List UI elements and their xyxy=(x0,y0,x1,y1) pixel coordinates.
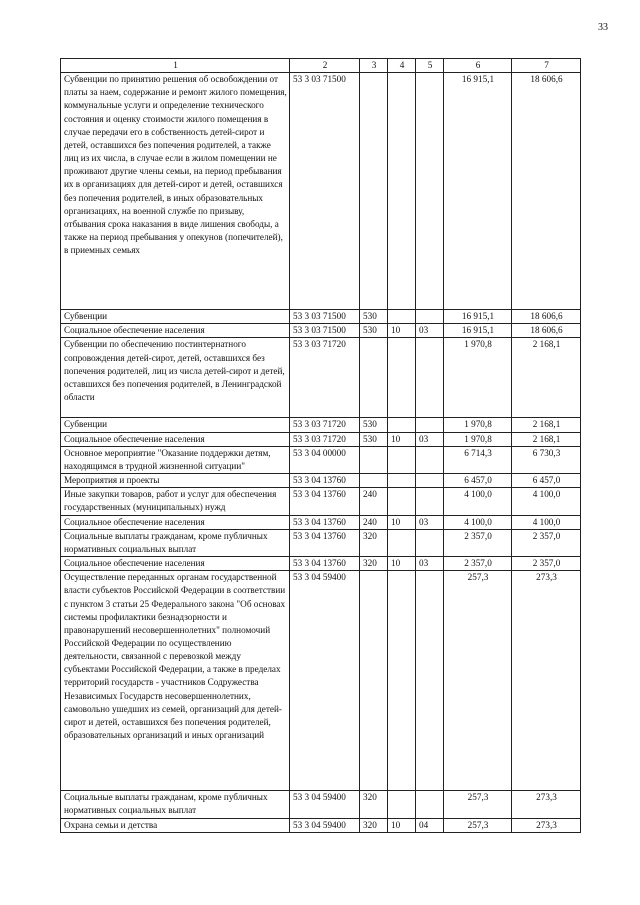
column-header: 5 xyxy=(416,59,444,73)
expense-type: 320 xyxy=(360,557,388,571)
table-row xyxy=(61,338,581,418)
item-name: Социальные выплаты гражданам, кроме публичных нормативных социальных выплат xyxy=(61,791,290,818)
subsection xyxy=(416,529,444,556)
table-row xyxy=(61,515,581,529)
target-code: 53 3 04 59400 xyxy=(290,791,360,818)
amount-year-2: 18 606,6 xyxy=(512,73,581,310)
subsection: 03 xyxy=(416,557,444,571)
section xyxy=(388,73,416,310)
item-name: Основное мероприятие "Оказание поддержки детям, находящимся в трудной жизненной ситуации" xyxy=(61,446,290,473)
table-row xyxy=(61,418,581,432)
subsection xyxy=(416,474,444,488)
column-header: 3 xyxy=(360,59,388,73)
amount-year-2: 2 168,1 xyxy=(512,338,581,418)
amount-year-2: 18 606,6 xyxy=(512,310,581,324)
table-row xyxy=(61,73,581,310)
target-code: 53 3 03 71500 xyxy=(290,73,360,310)
table-row xyxy=(61,818,581,832)
amount-year-2: 273,3 xyxy=(512,791,581,818)
amount-year-1: 1 970,8 xyxy=(444,338,512,418)
section xyxy=(388,488,416,515)
target-code: 53 3 04 13760 xyxy=(290,488,360,515)
table-row xyxy=(61,557,581,571)
subsection xyxy=(416,338,444,418)
column-header: 6 xyxy=(444,59,512,73)
expense-type xyxy=(360,338,388,418)
amount-year-1: 257,3 xyxy=(444,818,512,832)
subsection xyxy=(416,73,444,310)
item-name: Социальное обеспечение населения xyxy=(61,324,290,338)
amount-year-1: 257,3 xyxy=(444,571,512,791)
table-row xyxy=(61,310,581,324)
expense-type xyxy=(360,73,388,310)
page-number: 33 xyxy=(598,22,608,33)
item-name: Субвенции xyxy=(61,310,290,324)
amount-year-2: 4 100,0 xyxy=(512,515,581,529)
section: 10 xyxy=(388,432,416,446)
target-code: 53 3 04 13760 xyxy=(290,557,360,571)
amount-year-1: 1 970,8 xyxy=(444,418,512,432)
expense-type xyxy=(360,571,388,791)
section: 10 xyxy=(388,818,416,832)
expense-type: 530 xyxy=(360,418,388,432)
amount-year-1: 2 357,0 xyxy=(444,557,512,571)
section xyxy=(388,310,416,324)
column-header: 7 xyxy=(512,59,581,73)
amount-year-1: 6 714,3 xyxy=(444,446,512,473)
table-row xyxy=(61,488,581,515)
section xyxy=(388,446,416,473)
item-name: Субвенции xyxy=(61,418,290,432)
section xyxy=(388,529,416,556)
subsection xyxy=(416,418,444,432)
expense-type: 320 xyxy=(360,529,388,556)
item-name: Субвенции по обеспечению постинтернатного сопровождения детей-сирот, детей, оставшихся без попечения родителей, лиц из числа детей-сирот и детей, оставшихся без попечения родителей, в Ленинградской области xyxy=(61,338,290,418)
table-row xyxy=(61,791,581,818)
table-row xyxy=(61,432,581,446)
target-code: 53 3 04 00000 xyxy=(290,446,360,473)
subsection xyxy=(416,446,444,473)
item-name: Мероприятия и проекты xyxy=(61,474,290,488)
subsection: 03 xyxy=(416,515,444,529)
item-name: Социальное обеспечение населения xyxy=(61,515,290,529)
amount-year-2: 6 457,0 xyxy=(512,474,581,488)
expense-type: 240 xyxy=(360,488,388,515)
amount-year-2: 6 730,3 xyxy=(512,446,581,473)
amount-year-1: 16 915,1 xyxy=(444,324,512,338)
amount-year-1: 2 357,0 xyxy=(444,529,512,556)
target-code: 53 3 04 13760 xyxy=(290,529,360,556)
table-row xyxy=(61,324,581,338)
amount-year-1: 4 100,0 xyxy=(444,488,512,515)
amount-year-2: 2 357,0 xyxy=(512,557,581,571)
item-name: Субвенции по принятию решения об освобождении от платы за наем, содержание и ремонт жилого помещения, коммунальные услуги и определение технического состояния и оценку стоимости жилого помещения в случае передачи его в собственность детей-сирот и детей, оставшихся без попечения родителей, а также лиц из их числа, в случае если в жилом помещении не проживают другие члены семьи, на период пребывания их в организациях для детей-сирот и детей, оставшихся без попечения родителей, в иных образовательных организациях, на военной службе по призыву, отбывания срока наказания в виде лишения свободы, а также на период пребывания у опекунов (попечителей), в приемных семьях xyxy=(61,73,290,310)
section xyxy=(388,474,416,488)
amount-year-1: 1 970,8 xyxy=(444,432,512,446)
subsection: 04 xyxy=(416,818,444,832)
table-row xyxy=(61,571,581,791)
column-number-row xyxy=(61,59,581,73)
section: 10 xyxy=(388,324,416,338)
table-row xyxy=(61,529,581,556)
amount-year-1: 4 100,0 xyxy=(444,515,512,529)
target-code: 53 3 03 71720 xyxy=(290,432,360,446)
section: 10 xyxy=(388,557,416,571)
target-code: 53 3 03 71500 xyxy=(290,310,360,324)
amount-year-2: 18 606,6 xyxy=(512,324,581,338)
item-name: Социальное обеспечение населения xyxy=(61,557,290,571)
section xyxy=(388,571,416,791)
amount-year-1: 16 915,1 xyxy=(444,310,512,324)
column-header: 1 xyxy=(61,59,290,73)
section xyxy=(388,791,416,818)
amount-year-2: 273,3 xyxy=(512,571,581,791)
item-name: Осуществление переданных органам государственной власти субъектов Российской Федерации в соответствии с пунктом 3 статьи 25 Федерального закона "Об основах системы профилактики безнадзорности и правонарушений несовершеннолетних" полномочий Российской Федерации по осуществлению деятельности, связанной с перевозкой между субъектами Российской Федерации, а также в пределах территорий государств - участников Содружества Независимых Государств несовершеннолетних, самовольно ушедших из семей, организаций для детей-сирот и детей, оставшихся без попечения родителей, образовательных организаций и иных организаций xyxy=(61,571,290,791)
expense-type: 320 xyxy=(360,818,388,832)
target-code: 53 3 04 59400 xyxy=(290,571,360,791)
expense-type xyxy=(360,474,388,488)
item-name: Охрана семьи и детства xyxy=(61,818,290,832)
section: 10 xyxy=(388,515,416,529)
section xyxy=(388,418,416,432)
section xyxy=(388,338,416,418)
amount-year-2: 273,3 xyxy=(512,818,581,832)
subsection xyxy=(416,310,444,324)
target-code: 53 3 04 13760 xyxy=(290,515,360,529)
subsection: 03 xyxy=(416,432,444,446)
table-row xyxy=(61,446,581,473)
expense-type: 320 xyxy=(360,791,388,818)
amount-year-2: 4 100,0 xyxy=(512,488,581,515)
target-code: 53 3 04 59400 xyxy=(290,818,360,832)
expense-type: 240 xyxy=(360,515,388,529)
amount-year-1: 257,3 xyxy=(444,791,512,818)
target-code: 53 3 03 71500 xyxy=(290,324,360,338)
budget-table xyxy=(60,58,581,833)
subsection: 03 xyxy=(416,324,444,338)
item-name: Иные закупки товаров, работ и услуг для обеспечения государственных (муниципальных) нужд xyxy=(61,488,290,515)
amount-year-2: 2 357,0 xyxy=(512,529,581,556)
column-header: 4 xyxy=(388,59,416,73)
amount-year-1: 6 457,0 xyxy=(444,474,512,488)
item-name: Социальные выплаты гражданам, кроме публичных нормативных социальных выплат xyxy=(61,529,290,556)
column-header: 2 xyxy=(290,59,360,73)
target-code: 53 3 04 13760 xyxy=(290,474,360,488)
expense-type xyxy=(360,446,388,473)
target-code: 53 3 03 71720 xyxy=(290,418,360,432)
expense-type: 530 xyxy=(360,324,388,338)
subsection xyxy=(416,571,444,791)
amount-year-2: 2 168,1 xyxy=(512,432,581,446)
subsection xyxy=(416,488,444,515)
expense-type: 530 xyxy=(360,310,388,324)
subsection xyxy=(416,791,444,818)
amount-year-2: 2 168,1 xyxy=(512,418,581,432)
expense-type: 530 xyxy=(360,432,388,446)
item-name: Социальное обеспечение населения xyxy=(61,432,290,446)
table-row xyxy=(61,474,581,488)
target-code: 53 3 03 71720 xyxy=(290,338,360,418)
amount-year-1: 16 915,1 xyxy=(444,73,512,310)
